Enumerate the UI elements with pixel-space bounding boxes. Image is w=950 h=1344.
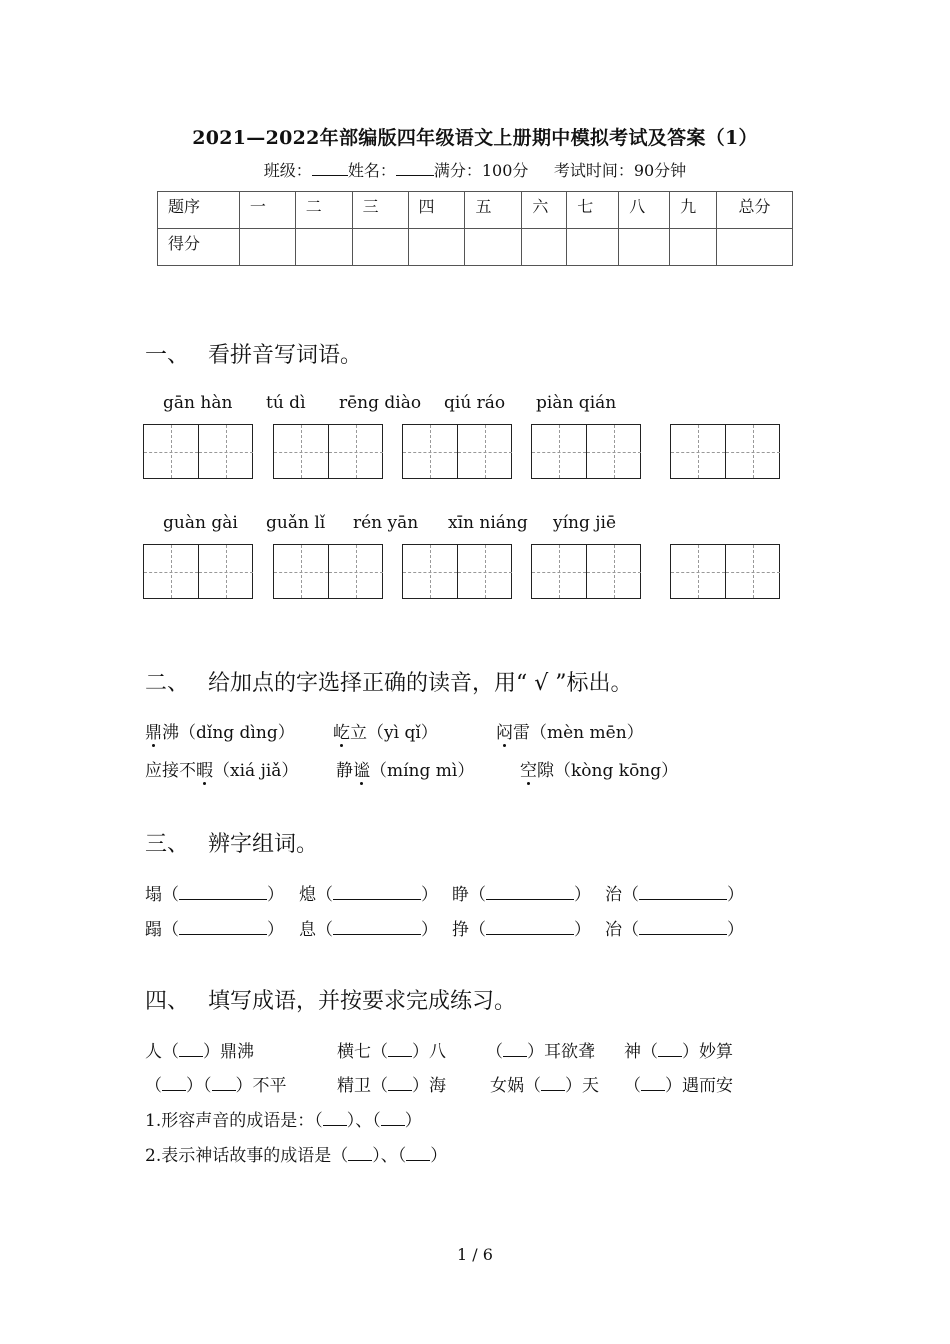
idiom-blank[interactable] bbox=[658, 1042, 682, 1057]
writing-grid[interactable] bbox=[143, 544, 253, 599]
paren: （ bbox=[162, 920, 179, 940]
reading-options: （míng mì） bbox=[370, 761, 475, 781]
reading-item[interactable] bbox=[333, 718, 438, 743]
score-table-header-row bbox=[158, 192, 793, 229]
writing-grid[interactable] bbox=[670, 544, 780, 599]
dotted-char: 谧 bbox=[353, 756, 370, 781]
paren: （ bbox=[469, 885, 486, 905]
answer-blank[interactable] bbox=[179, 885, 267, 900]
question-text: ）、（ bbox=[372, 1146, 407, 1166]
word-group-item[interactable] bbox=[605, 880, 744, 905]
question-text: ） bbox=[404, 1111, 422, 1131]
dotted-char: 鼎 bbox=[145, 718, 162, 743]
pinyin-label: rēng diào bbox=[339, 393, 422, 413]
paren: ） bbox=[574, 920, 591, 940]
score-cell[interactable] bbox=[295, 229, 352, 266]
idiom-blank[interactable] bbox=[162, 1076, 186, 1091]
answer-blank[interactable] bbox=[348, 1146, 372, 1161]
paren: （ bbox=[162, 885, 179, 905]
pinyin-label: qiú ráo bbox=[444, 393, 506, 413]
score-table-header-cell: 五 bbox=[465, 192, 522, 229]
section2-title: 给加点的字选择正确的读音，用“ √ ”标出。 bbox=[208, 671, 633, 696]
section3-title: 辨字组词。 bbox=[208, 832, 319, 857]
page-number: 1 / 6 bbox=[457, 1245, 493, 1264]
score-cell[interactable] bbox=[465, 229, 522, 266]
paren: ） bbox=[267, 920, 284, 940]
score-table-header-cell: 四 bbox=[408, 192, 465, 229]
writing-grid[interactable] bbox=[531, 424, 641, 479]
pinyin-label: guǎn lǐ bbox=[266, 513, 326, 533]
dotted-char: 暇 bbox=[196, 756, 213, 781]
score-cell[interactable] bbox=[352, 229, 408, 266]
idiom-item[interactable] bbox=[337, 1071, 446, 1096]
answer-blank[interactable] bbox=[333, 885, 421, 900]
writing-grid[interactable] bbox=[402, 424, 512, 479]
idiom-text: ）妙算 bbox=[682, 1042, 733, 1062]
score-table-header-cell: 三 bbox=[352, 192, 408, 229]
idiom-text: ）（ bbox=[186, 1076, 212, 1096]
paren: （ bbox=[622, 920, 639, 940]
writing-grid[interactable] bbox=[531, 544, 641, 599]
answer-blank[interactable] bbox=[639, 920, 727, 935]
reading-item[interactable] bbox=[145, 718, 295, 743]
idiom-text: 人（ bbox=[145, 1042, 179, 1062]
section3-heading bbox=[145, 827, 318, 858]
word-group-item[interactable] bbox=[145, 915, 284, 940]
question-text: 1.形容声音的成语是：（ bbox=[145, 1111, 323, 1131]
score-table-header-cell: 总分 bbox=[717, 192, 793, 229]
idiom-item[interactable] bbox=[145, 1071, 287, 1096]
pinyin-label: yíng jiē bbox=[553, 513, 617, 533]
score-cell[interactable] bbox=[239, 229, 295, 266]
exam-info-line bbox=[0, 158, 950, 181]
section1-number: 一、 bbox=[145, 343, 190, 368]
group-char: 蹋 bbox=[145, 920, 162, 940]
writing-grid[interactable] bbox=[143, 424, 253, 479]
item-word-rest: 沸 bbox=[162, 723, 179, 743]
pinyin-label: rén yān bbox=[353, 513, 419, 533]
score-row-label: 得分 bbox=[158, 229, 240, 266]
idiom-blank[interactable] bbox=[503, 1042, 527, 1057]
idiom-text: （ bbox=[486, 1042, 503, 1062]
word-group-item[interactable] bbox=[452, 915, 591, 940]
group-char: 冶 bbox=[605, 920, 622, 940]
paren: （ bbox=[622, 885, 639, 905]
score-table-header-cell: 题序 bbox=[158, 192, 240, 229]
word-group-item[interactable] bbox=[299, 880, 438, 905]
name-blank[interactable] bbox=[396, 161, 434, 176]
group-char: 息 bbox=[299, 920, 316, 940]
section4-number: 四、 bbox=[145, 989, 190, 1014]
score-cell[interactable] bbox=[567, 229, 619, 266]
score-table-header-cell: 一 bbox=[239, 192, 295, 229]
score-cell[interactable] bbox=[619, 229, 670, 266]
idiom-blank[interactable] bbox=[641, 1076, 665, 1091]
idiom-item[interactable] bbox=[490, 1071, 599, 1096]
reading-options: （kòng kōng） bbox=[554, 761, 679, 781]
answer-blank[interactable] bbox=[486, 920, 574, 935]
idiom-text: 女娲（ bbox=[490, 1076, 541, 1096]
idiom-text: ）不平 bbox=[235, 1076, 287, 1096]
idiom-blank[interactable] bbox=[388, 1042, 412, 1057]
class-blank[interactable] bbox=[312, 161, 348, 176]
section2-heading bbox=[145, 666, 633, 697]
writing-grid[interactable] bbox=[402, 544, 512, 599]
paren: （ bbox=[469, 920, 486, 940]
reading-item[interactable] bbox=[496, 718, 644, 743]
paren: ） bbox=[727, 885, 744, 905]
section4-title: 填写成语，并按要求完成练习。 bbox=[208, 989, 517, 1014]
answer-blank[interactable] bbox=[323, 1111, 347, 1126]
writing-grid[interactable] bbox=[670, 424, 780, 479]
score-cell[interactable] bbox=[717, 229, 793, 266]
writing-grid[interactable] bbox=[273, 544, 383, 599]
paren: ） bbox=[727, 920, 744, 940]
idiom-blank[interactable] bbox=[541, 1076, 565, 1091]
idiom-item[interactable] bbox=[624, 1071, 733, 1096]
dotted-char: 空 bbox=[520, 756, 537, 781]
pinyin-label: xīn niáng bbox=[448, 513, 528, 533]
score-table-header-cell: 六 bbox=[522, 192, 567, 229]
pinyin-label: guàn gài bbox=[163, 513, 238, 533]
pinyin-label: gān hàn bbox=[163, 393, 233, 413]
exam-time: 考试时间：90分钟 bbox=[553, 161, 687, 180]
score-cell[interactable] bbox=[408, 229, 465, 266]
answer-blank[interactable] bbox=[486, 885, 574, 900]
score-cell[interactable] bbox=[522, 229, 567, 266]
score-table-score-row bbox=[158, 229, 793, 266]
idiom-text: ）鼎沸 bbox=[203, 1042, 254, 1062]
dotted-char: 屹 bbox=[333, 718, 350, 743]
question-1[interactable] bbox=[145, 1106, 422, 1131]
item-word-pre: 应接不 bbox=[145, 761, 196, 781]
idiom-text: ）遇而安 bbox=[665, 1076, 733, 1096]
question-text: ） bbox=[430, 1146, 448, 1166]
paren: ） bbox=[421, 885, 438, 905]
reading-item[interactable] bbox=[336, 756, 474, 781]
reading-options: （yì qǐ） bbox=[367, 723, 438, 743]
answer-blank[interactable] bbox=[179, 920, 267, 935]
reading-item[interactable] bbox=[520, 756, 678, 781]
score-table-header-cell: 七 bbox=[567, 192, 619, 229]
answer-blank[interactable] bbox=[333, 920, 421, 935]
writing-grid[interactable] bbox=[273, 424, 383, 479]
pinyin-label: tú dì bbox=[266, 393, 306, 413]
page-title: 2021—2022年部编版四年级语文上册期中模拟考试及答案（1） bbox=[192, 127, 758, 149]
idiom-blank[interactable] bbox=[179, 1042, 203, 1057]
paren: ） bbox=[574, 885, 591, 905]
idiom-item[interactable] bbox=[145, 1037, 254, 1062]
reading-options: （xiá jiǎ） bbox=[213, 761, 299, 781]
section1-heading bbox=[145, 338, 362, 369]
word-group-item[interactable] bbox=[145, 880, 284, 905]
paren: （ bbox=[316, 885, 333, 905]
group-char: 治 bbox=[605, 885, 622, 905]
word-group-item[interactable] bbox=[605, 915, 744, 940]
score-table-header-cell: 八 bbox=[619, 192, 670, 229]
idiom-text: ）海 bbox=[412, 1076, 446, 1096]
item-word-rest: 立 bbox=[350, 723, 367, 743]
answer-blank[interactable] bbox=[381, 1111, 405, 1126]
word-group-item[interactable] bbox=[452, 880, 591, 905]
score-cell[interactable] bbox=[670, 229, 717, 266]
group-char: 熄 bbox=[299, 885, 316, 905]
group-char: 挣 bbox=[452, 920, 469, 940]
idiom-item[interactable] bbox=[624, 1037, 733, 1062]
idiom-text: ）天 bbox=[565, 1076, 599, 1096]
item-word-rest: 雷 bbox=[513, 723, 530, 743]
reading-options: （mèn mēn） bbox=[530, 723, 644, 743]
dotted-char: 闷 bbox=[496, 718, 513, 743]
idiom-text: （ bbox=[624, 1076, 641, 1096]
pinyin-label: piàn qián bbox=[536, 393, 617, 413]
section1-title: 看拼音写词语。 bbox=[208, 343, 363, 368]
idiom-blank[interactable] bbox=[212, 1076, 236, 1091]
idiom-item[interactable] bbox=[337, 1037, 446, 1062]
idiom-text: （ bbox=[145, 1076, 162, 1096]
answer-blank[interactable] bbox=[639, 885, 727, 900]
idiom-text: 精卫（ bbox=[337, 1076, 388, 1096]
paren: ） bbox=[267, 885, 284, 905]
paren: ） bbox=[421, 920, 438, 940]
section4-heading bbox=[145, 984, 516, 1015]
idiom-text: 横七（ bbox=[337, 1042, 388, 1062]
idiom-text: 神（ bbox=[624, 1042, 658, 1062]
reading-item[interactable] bbox=[145, 756, 298, 781]
group-char: 睁 bbox=[452, 885, 469, 905]
section3-number: 三、 bbox=[145, 832, 190, 857]
score-table-header-cell: 二 bbox=[295, 192, 352, 229]
answer-blank[interactable] bbox=[406, 1146, 430, 1161]
name-label: 姓名： bbox=[347, 161, 396, 180]
idiom-blank[interactable] bbox=[388, 1076, 412, 1091]
group-char: 塌 bbox=[145, 885, 162, 905]
item-word-rest: 隙 bbox=[537, 761, 554, 781]
idiom-text: ）八 bbox=[412, 1042, 446, 1062]
paren: （ bbox=[316, 920, 333, 940]
score-table-header-cell: 九 bbox=[670, 192, 717, 229]
score-table bbox=[157, 191, 793, 266]
reading-options: （dǐng dìng） bbox=[179, 723, 295, 743]
idiom-text: ）耳欲聋 bbox=[527, 1042, 595, 1062]
item-word-pre: 静 bbox=[336, 761, 353, 781]
question-2[interactable] bbox=[145, 1141, 447, 1166]
full-score: 满分：100分 bbox=[433, 161, 529, 180]
question-text: 2.表示神话故事的成语是（ bbox=[145, 1146, 349, 1166]
question-text: ）、（ bbox=[346, 1111, 381, 1131]
class-label: 班级： bbox=[263, 161, 312, 180]
word-group-item[interactable] bbox=[299, 915, 438, 940]
idiom-item[interactable] bbox=[486, 1037, 595, 1062]
section2-number: 二、 bbox=[145, 671, 190, 696]
